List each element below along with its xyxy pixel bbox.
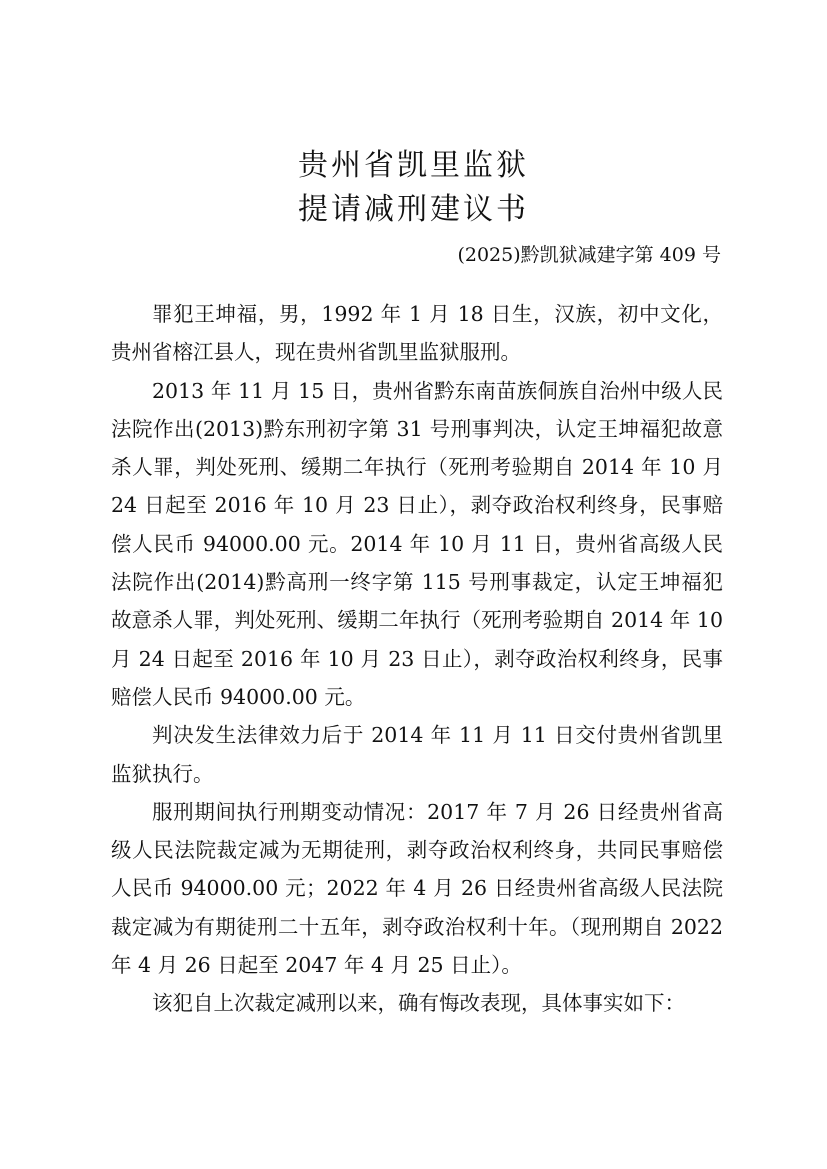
document-title-line-1: 贵州省凯里监狱 bbox=[298, 148, 529, 183]
document-number: (2025)黔凯狱减建字第 409 号 bbox=[457, 244, 721, 266]
document-body bbox=[111, 295, 723, 1023]
paragraph-criminal-info: 罪犯王坤福，男，1992 年 1 月 18 日生，汉族，初中文化，贵州省榕江县人，现在贵州省凯里监狱服刑。 bbox=[111, 302, 723, 365]
paragraph-facts-intro: 该犯自上次裁定减刑以来，确有悔改表现，具体事实如下： bbox=[152, 991, 685, 1016]
document-title-line-2: 提请减刑建议书 bbox=[298, 192, 529, 227]
paragraph-delivery: 判决发生法律效力后于 2014 年 11 月 11 日交付贵州省凯里监狱执行。 bbox=[111, 723, 723, 786]
paragraph-judgment: 2013 年 11 月 15 日，贵州省黔东南苗族侗族自治州中级人民法院作出(2013)黔东刑初字第 31 号刑事判决，认定王坤福犯故意杀人罪，判处死刑、缓期二年执行（死刑考验期自 2014 年 10 月 24 日起至 2016 年 10 月 23 日止），剥夺政治权利终身，民事赔偿人民币 94000.00 元。2014 年 10 月 11 日，贵州省高级人民法院作出(2014)黔高刑一终字第 115 号刑事裁定，认定王坤福犯故意杀人罪，判处死刑、缓期二年执行（死刑考验期自 2014 年 10 月 24 日起至 2016 年 10 月 23 日止），剥夺政治权利终身，民事赔偿人民币 94000.00 元。 bbox=[111, 378, 723, 709]
paragraph-sentence-changes: 服刑期间执行刑期变动情况：2017 年 7 月 26 日经贵州省高级人民法院裁定减为无期徒刑，剥夺政治权利终身，共同民事赔偿人民币 94000.00 元；2022 年 4 月 26 日经贵州省高级人民法院裁定减为有期徒刑二十五年，剥夺政治权利十年。（现刑期自 2022 年 4 月 26 日起至 2047 年 4 月 25 日止）。 bbox=[111, 799, 723, 978]
